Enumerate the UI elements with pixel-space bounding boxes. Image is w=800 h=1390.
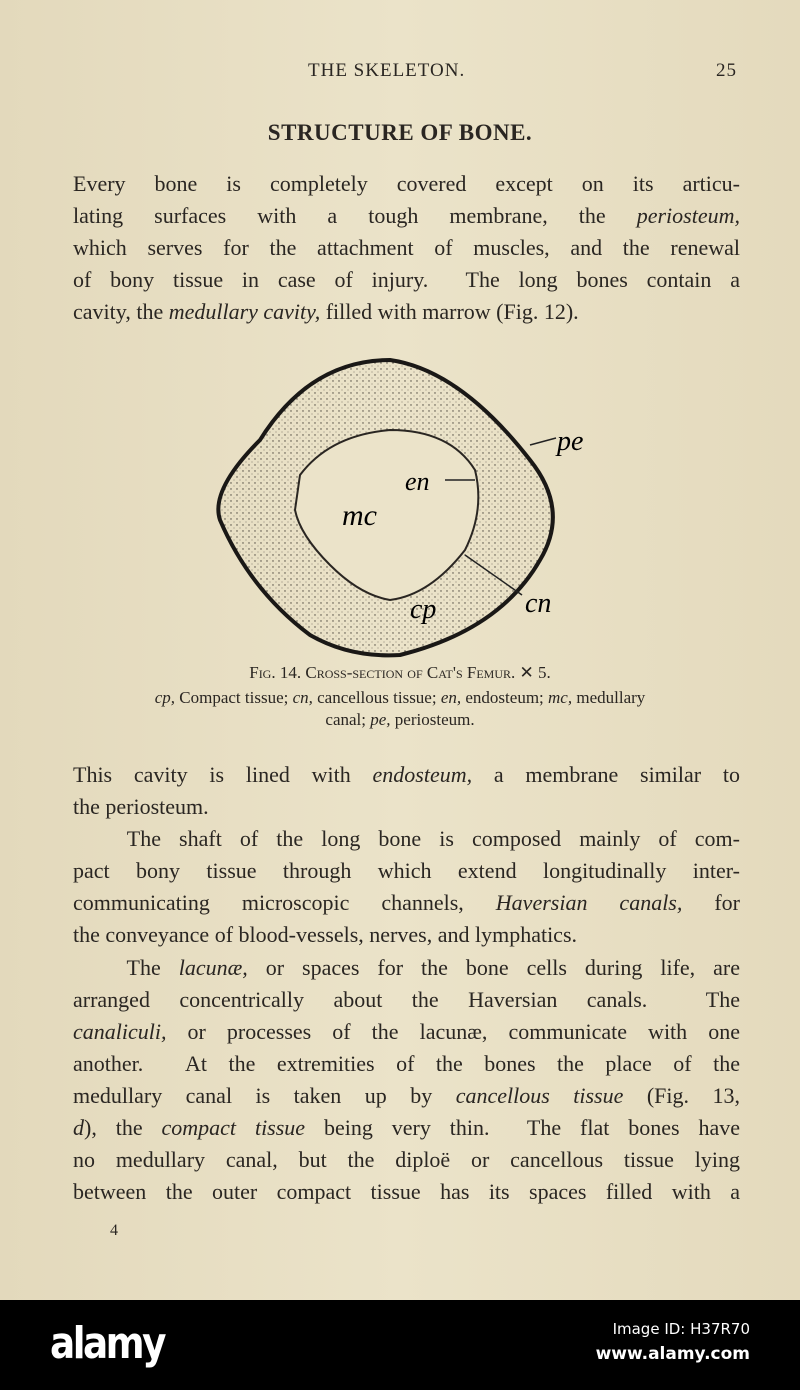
legend-abbrev: cn, xyxy=(292,688,313,707)
text-line xyxy=(73,1083,740,1109)
label-pe: pe xyxy=(557,426,584,457)
text-run: arranged concentrically about the Haversian canals. The xyxy=(73,987,740,1012)
text-line-content xyxy=(73,922,577,948)
section-title: STRUCTURE OF BONE. xyxy=(267,120,533,145)
legend-abbrev: en, xyxy=(440,688,462,707)
text-line xyxy=(73,1147,740,1173)
text-line-content xyxy=(73,858,740,884)
legend-text: Compact tissue; xyxy=(175,688,293,707)
text-line xyxy=(73,826,740,852)
text-run: medullary canal is taken up by xyxy=(73,1083,456,1108)
italic-term: Haversian canals, xyxy=(495,890,683,915)
text-run: ), the xyxy=(84,1115,162,1140)
text-line-content xyxy=(73,1115,740,1141)
legend-text: periosteum. xyxy=(390,710,475,729)
text-run: communicating microscopic channels, xyxy=(73,890,496,915)
text-line-content xyxy=(73,267,740,293)
legend-text: endosteum; xyxy=(461,688,549,707)
page-number: 25 xyxy=(716,60,737,81)
signature-mark: 4 xyxy=(110,1222,118,1239)
text-run: for xyxy=(682,890,741,915)
alamy-logo: alamy xyxy=(50,1318,164,1369)
text-line xyxy=(73,1179,740,1205)
figure-legend-line-2 xyxy=(0,710,800,730)
text-run: lating surfaces with a tough membrane, the xyxy=(73,203,637,228)
text-run: the conveyance of blood-vessels, nerves, and lymphatics. xyxy=(73,922,578,947)
text-line xyxy=(73,299,740,325)
text-line xyxy=(73,858,740,884)
text-run: filled with marrow (Fig. 12). xyxy=(320,299,579,324)
text-line-content xyxy=(73,826,740,852)
watermark-url: www.alamy.com xyxy=(595,1344,750,1364)
text-run: pact bony tissue through which extend longitudinally inter- xyxy=(73,858,740,883)
text-line xyxy=(73,267,740,293)
text-line-content xyxy=(73,203,740,229)
text-line-content xyxy=(73,235,740,261)
figure-caption-title: Fig. 14. Cross-section of Cat's Femur. ✕ 5. xyxy=(249,663,551,682)
text-line xyxy=(73,922,740,948)
text-line xyxy=(73,762,740,788)
label-mc: mc xyxy=(342,499,377,532)
text-line-content xyxy=(73,955,740,981)
femur-cross-section-figure xyxy=(200,350,620,660)
figure-legend-line-1 xyxy=(0,688,800,708)
text-line-content xyxy=(73,794,209,820)
italic-term: periosteum, xyxy=(636,203,740,228)
text-run: no medullary canal, but the diploë or cancellous tissue lying xyxy=(73,1147,740,1172)
text-line-content xyxy=(73,1179,740,1205)
text-line xyxy=(73,235,740,261)
legend-abbrev: pe, xyxy=(370,710,391,729)
text-line-content xyxy=(73,1147,740,1173)
label-en: en xyxy=(405,467,430,496)
text-line xyxy=(73,1019,740,1045)
legend-text: cancellous tissue; xyxy=(312,688,441,707)
text-run: cavity, the xyxy=(73,299,169,324)
text-line xyxy=(73,794,740,820)
text-run: another. At the extremities of the bones the place of the xyxy=(73,1051,740,1076)
text-run: or processes of the lacunæ, communicate with one xyxy=(166,1019,740,1044)
label-cn: cn xyxy=(525,588,552,619)
text-run: This cavity is lined with xyxy=(73,762,373,787)
text-line xyxy=(73,1051,740,1077)
text-run: Every bone is completely covered except on its articu- xyxy=(73,171,740,196)
legend-text: medullary xyxy=(572,688,646,707)
text-line-content xyxy=(73,1019,740,1045)
text-line xyxy=(73,987,740,1013)
legend-text: canal; xyxy=(325,710,371,729)
text-line xyxy=(73,890,740,916)
italic-term: endosteum, xyxy=(372,762,473,787)
text-run: (Fig. 13, xyxy=(623,1083,740,1108)
italic-term: canaliculi, xyxy=(73,1019,167,1044)
text-line xyxy=(73,1115,740,1141)
text-run: the periosteum. xyxy=(73,794,209,819)
running-title: THE SKELETON. xyxy=(308,60,466,81)
italic-term: cancellous tissue xyxy=(455,1083,624,1108)
text-run: The shaft of the long bone is composed mainly of com- xyxy=(73,826,740,851)
text-run: or spaces for the bone cells during life, are xyxy=(247,955,740,980)
text-line-content xyxy=(73,1083,740,1109)
text-line-content xyxy=(73,987,740,1013)
label-cp: cp xyxy=(410,594,437,625)
image-id: Image ID: H37R70 xyxy=(612,1320,750,1338)
text-line xyxy=(73,171,740,197)
text-run: between the outer compact tissue has its spaces filled with a xyxy=(73,1179,740,1204)
text-run: a membrane similar to xyxy=(472,762,740,787)
text-run: being very thin. The flat bones have xyxy=(305,1115,740,1140)
watermark-bar xyxy=(0,1300,800,1390)
text-line-content xyxy=(73,890,740,916)
text-run: which serves for the attachment of muscles, and the renewal xyxy=(73,235,740,260)
text-line-content xyxy=(73,762,740,788)
text-run: The xyxy=(73,955,179,980)
legend-abbrev: cp, xyxy=(154,688,176,707)
italic-term: medullary cavity, xyxy=(168,299,321,324)
text-run: of bony tissue in case of injury. The long bones contain a xyxy=(73,267,740,292)
text-line-content xyxy=(73,171,740,197)
italic-term: d xyxy=(73,1115,84,1140)
text-line-content xyxy=(73,1051,740,1077)
text-line xyxy=(73,955,740,981)
text-line xyxy=(73,203,740,229)
italic-term: compact tissue xyxy=(161,1115,306,1140)
italic-term: lacunæ, xyxy=(178,955,248,980)
text-line-content xyxy=(73,299,579,325)
legend-abbrev: mc, xyxy=(548,688,573,707)
